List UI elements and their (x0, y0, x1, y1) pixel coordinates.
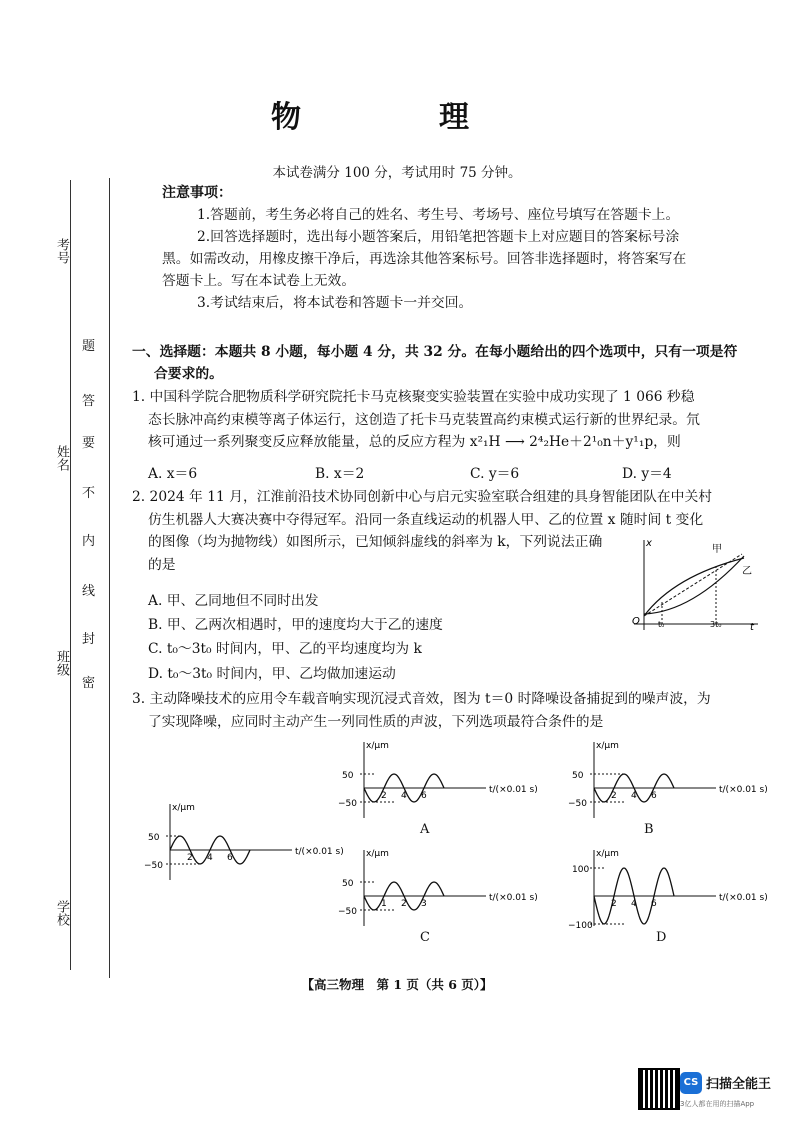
question-text: 3. 主动降噪技术的应用令车载音响实现沉浸式音效，图为 t＝0 时降噪设备捕捉到的噪声波，为 (132, 691, 711, 707)
x-tick: 1 (381, 899, 387, 909)
x-axis-label: x (646, 538, 652, 549)
y-tick-top: 100 (572, 865, 590, 875)
seal-char: 题 (82, 339, 96, 354)
graph-option-label: C (420, 930, 430, 945)
qr-code (638, 1068, 680, 1110)
x-tick: 4 (631, 791, 637, 801)
x-tick: 6 (651, 899, 657, 909)
origin-label: O (632, 616, 640, 627)
y-tick-top: 50 (148, 833, 160, 843)
label-jia: 甲 (712, 544, 722, 555)
y-tick-bottom: −50 (144, 861, 163, 871)
option-d: D. t₀～3t₀ 时间内，甲、乙均做加速运动 (148, 666, 396, 682)
x-tick: 4 (207, 853, 213, 863)
notice-line: 3.考试结束后，将本试卷和答题卡一并交回。 (197, 295, 473, 311)
graph-option-label: D (656, 930, 667, 945)
notice-line: 1.答题前，考生务必将自己的姓名、考生号、考场号、座位号填写在答题卡上。 (197, 207, 680, 223)
y-unit-label: x/μm (172, 803, 195, 813)
y-unit-label: x/μm (596, 741, 619, 751)
notice-line: 2.回答选择题时，选出每小题答案后，用铅笔把答题卡上对应题目的答案标号涂 (197, 229, 680, 245)
option-d-graph (564, 846, 768, 936)
section-heading (132, 341, 772, 385)
page-footer: 【高三物理 第 1 页（共 6 页）】 (301, 977, 493, 992)
field-label: 考号 (54, 238, 69, 264)
notice-line: 答题卡上。写在本试卷上无效。 (162, 273, 356, 289)
question-3 (132, 688, 772, 733)
question-1 (132, 386, 772, 454)
x-unit-label: t/(×0.01 s) (719, 893, 768, 903)
question-text: 的图像（均为抛物线）如图所示，已知倾斜虚线的斜率为 k，下列说法正确 (148, 534, 603, 550)
option-c: C. y＝6 (470, 466, 520, 482)
field-label: 姓名 (54, 445, 69, 471)
question-text: 仿生机器人大赛决赛中夺得冠军。沿同一条直线运动的机器人甲、乙的位置 x 随时间 t 变化 (148, 511, 704, 528)
seal-char: 内 (82, 534, 96, 549)
x-unit-label: t/(×0.01 s) (489, 785, 538, 795)
curve-yi (644, 556, 744, 614)
x-tick: 2 (611, 791, 617, 801)
graph-option-label: A (420, 822, 430, 837)
y-unit-label: x/μm (596, 849, 619, 859)
x-tick: 2 (611, 899, 617, 909)
option-d: D. y＝4 (622, 466, 672, 482)
y-tick-top: 50 (342, 879, 354, 889)
option-a-graph (334, 738, 538, 828)
tick-t0: t₀ (658, 620, 665, 629)
seal-char: 密 (82, 676, 96, 691)
section-heading-line: 一、选择题：本题共 8 小题，每小题 4 分，共 32 分。在每小题给出的四个选项中，只有一项是符 (132, 344, 738, 360)
y-tick-top: 50 (342, 771, 354, 781)
question-text: 2. 2024 年 11 月，江淮前沿技术协同创新中心与启元实验室联合组建的具身智能团队在中关村 (132, 489, 713, 505)
field-label: 班级 (54, 650, 69, 676)
fill-in-line (70, 180, 72, 970)
seal-char: 封 (82, 632, 96, 647)
x-unit-label: t/(×0.01 s) (295, 847, 344, 857)
option-a: A. x＝6 (148, 466, 198, 482)
x-tick: 6 (227, 853, 233, 863)
question-text: 了实现降噪，应同时主动产生一列同性质的声波，下列选项最符合条件的是 (148, 713, 604, 730)
option-c-graph (334, 846, 538, 936)
t-axis-label: t (750, 622, 754, 633)
option-c: C. t₀～3t₀ 时间内，甲、乙的平均速度均为 k (148, 641, 422, 657)
x-tick: 6 (651, 791, 657, 801)
seal-char: 线 (82, 584, 96, 599)
option-a: A. 甲、乙同地但不同时出发 (148, 593, 319, 609)
camscanner-logo: CS (680, 1072, 702, 1094)
field-label: 学校 (54, 900, 69, 926)
camscanner-name: 扫描全能王 (706, 1077, 772, 1092)
question-text: 核可通过一系列聚变反应释放能量，总的反应方程为 x²₁H ⟶ 2⁴₂He＋2¹₀n＋y¹₁p，则 (148, 434, 681, 450)
notice-heading: 注意事项： (162, 185, 232, 201)
question-text: 态长脉冲高约束模等离子体运行，这创造了托卡马克装置高约束模式运行新的世界纪录。氘 (148, 411, 700, 428)
x-tick: 2 (187, 853, 193, 863)
option-b-graph (564, 738, 768, 828)
binding-line (109, 178, 110, 978)
option-b: B. 甲、乙两次相遇时，甲的速度均大于乙的速度 (148, 617, 443, 633)
y-unit-label: x/μm (366, 741, 389, 751)
x-tick: 6 (421, 791, 427, 801)
question-text: 1. 中国科学院合肥物质科学研究院托卡马克核聚变实验装置在实验中成功实现了 1 066 秒稳 (132, 389, 695, 405)
x-tick: 2 (381, 791, 387, 801)
section-heading-line: 合要求的。 (154, 366, 223, 382)
x-tick: 3 (421, 899, 427, 909)
y-tick-bottom: −50 (338, 907, 357, 917)
seal-char: 答 (82, 394, 96, 409)
question-text: 的是 (148, 556, 176, 573)
noise-wave-graph (140, 800, 344, 890)
notice-line: 黑。如需改动，用橡皮擦干净后，再选涂其他答案标号。回答非选择题时，将答案写在 (162, 251, 687, 267)
y-tick-bottom: −50 (338, 799, 357, 809)
x-unit-label: t/(×0.01 s) (489, 893, 538, 903)
y-unit-label: x/μm (366, 849, 389, 859)
page-title: 物 理 (271, 100, 523, 135)
tick-3t0: 3t₀ (710, 620, 722, 629)
exam-info: 本试卷满分 100 分，考试用时 75 分钟。 (272, 165, 522, 181)
y-tick-bottom: −100 (568, 921, 593, 931)
x-tick: 4 (401, 791, 407, 801)
position-time-graph (622, 536, 762, 632)
option-b: B. x＝2 (315, 466, 365, 482)
x-tick: 4 (631, 899, 637, 909)
seal-char: 要 (82, 436, 96, 451)
seal-char: 不 (82, 486, 96, 501)
x-unit-label: t/(×0.01 s) (719, 785, 768, 795)
y-tick-bottom: −50 (568, 799, 587, 809)
graph-option-label: B (644, 822, 654, 837)
x-tick: 2 (401, 899, 407, 909)
label-yi: 乙 (742, 566, 752, 577)
y-tick-top: 50 (572, 771, 584, 781)
camscanner-tagline: 3亿人都在用的扫描App (680, 1100, 755, 1108)
curve-jia (644, 558, 744, 616)
